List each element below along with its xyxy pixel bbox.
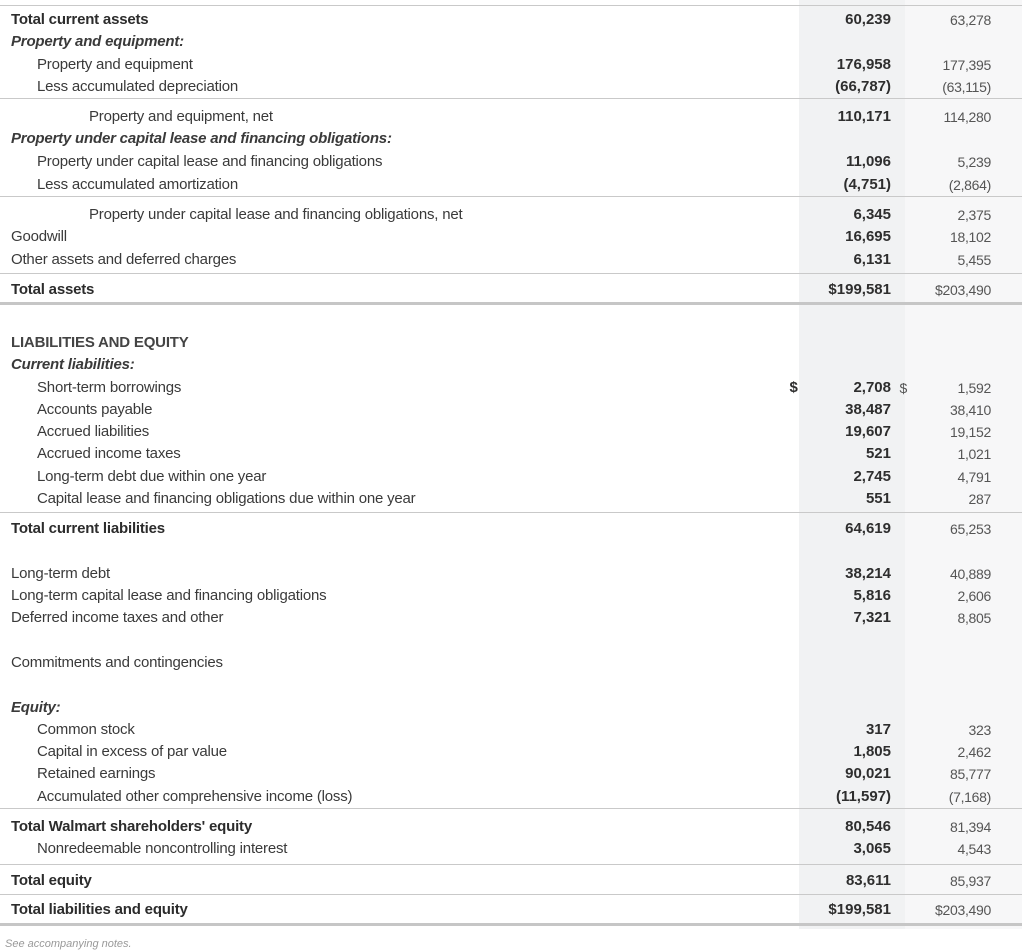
row-long-term-capital-lease xyxy=(0,585,1022,607)
prior-year-value: 18,102 xyxy=(949,229,991,245)
row-accumulated-oci xyxy=(0,786,1022,808)
prior-year-value: 2,606 xyxy=(957,588,991,604)
footnote: See accompanying notes. xyxy=(5,938,132,950)
current-year-value: 5,816 xyxy=(853,587,891,604)
prior-year-value: $203,490 xyxy=(935,902,991,918)
row-label: Accumulated other comprehensive income (loss) xyxy=(37,788,353,805)
row-noncontrolling-interest xyxy=(0,838,1022,860)
current-year-value: 6,345 xyxy=(853,206,891,223)
row-label: Total current assets xyxy=(11,11,149,28)
row-goodwill xyxy=(0,226,1022,248)
row-label: Accounts payable xyxy=(37,401,153,418)
row-capital-lease-property xyxy=(0,151,1022,173)
current-year-value xyxy=(789,377,891,399)
row-accrued-income-taxes xyxy=(0,443,1022,465)
prior-year-value: 2,462 xyxy=(957,744,991,760)
row-label: Total assets xyxy=(11,281,95,298)
prior-year-value: $203,490 xyxy=(935,282,991,298)
row-label: Capital in excess of par value xyxy=(37,743,227,760)
row-less-accumulated-depreciation xyxy=(0,76,1022,98)
row-capital-lease-due xyxy=(0,488,1022,510)
prior-year-value: 85,937 xyxy=(949,873,991,889)
row-total-shareholders-equity xyxy=(0,816,1022,838)
row-common-stock xyxy=(0,719,1022,741)
current-year-value: 16,695 xyxy=(845,228,891,245)
divider xyxy=(0,98,1022,99)
row-label: Property under capital lease and financing obligations xyxy=(37,153,383,170)
divider xyxy=(0,864,1022,865)
current-year-value: 38,214 xyxy=(845,565,891,582)
dollar-sign: $ xyxy=(789,379,798,396)
prior-year-value: 38,410 xyxy=(949,402,991,418)
divider xyxy=(0,894,1022,895)
row-label: Other assets and deferred charges xyxy=(11,251,237,268)
section-label: Property and equipment: xyxy=(11,33,184,50)
row-label: Deferred income taxes and other xyxy=(11,609,224,626)
row-short-term-borrowings xyxy=(0,377,1022,399)
row-long-term-debt-due xyxy=(0,466,1022,488)
divider xyxy=(0,808,1022,809)
row-total-current-assets xyxy=(0,9,1022,31)
row-label: Retained earnings xyxy=(37,765,156,782)
prior-year-value: 287 xyxy=(968,491,991,507)
prior-year-value: 8,805 xyxy=(957,610,991,626)
row-label: Property and equipment xyxy=(37,56,193,73)
dollar-sign: $ xyxy=(899,380,907,396)
prior-year-value: 2,375 xyxy=(957,207,991,223)
current-year-value: 1,805 xyxy=(853,743,891,760)
row-label: Long-term debt xyxy=(11,565,110,582)
prior-year-value: 85,777 xyxy=(949,766,991,782)
prior-year-value: 40,889 xyxy=(949,566,991,582)
prior-year-value: 323 xyxy=(968,722,991,738)
row-label: Common stock xyxy=(37,721,135,738)
row-deferred-income-taxes xyxy=(0,607,1022,629)
current-year-value: 110,171 xyxy=(837,108,891,125)
row-accrued-liabilities xyxy=(0,421,1022,443)
prior-year-value: (7,168) xyxy=(948,789,991,805)
current-year-value: 90,021 xyxy=(845,765,891,782)
current-year-value: $199,581 xyxy=(828,281,891,298)
prior-year-value: (63,115) xyxy=(942,79,991,95)
current-year-value: $199,581 xyxy=(828,901,891,918)
row-label: Total current liabilities xyxy=(11,520,165,537)
section-equity xyxy=(0,697,1022,719)
prior-year-value xyxy=(899,377,991,399)
divider xyxy=(0,512,1022,513)
section-current-liabilities xyxy=(0,354,1022,376)
row-less-accumulated-amortization xyxy=(0,174,1022,196)
prior-year-value: 1,021 xyxy=(957,446,991,462)
prior-year-value: 177,395 xyxy=(942,57,991,73)
prior-year-value: 63,278 xyxy=(949,12,991,28)
current-year-value: 80,546 xyxy=(845,818,891,835)
current-year-value: 60,239 xyxy=(845,11,891,28)
section-label: Property under capital lease and financing obligations: xyxy=(11,130,392,147)
row-label: Goodwill xyxy=(11,228,67,245)
current-year-value: (11,597) xyxy=(835,788,891,805)
row-capital-in-excess xyxy=(0,741,1022,763)
current-year-value: 83,611 xyxy=(845,872,891,889)
row-total-assets xyxy=(0,279,1022,301)
prior-year-value: 4,791 xyxy=(957,469,991,485)
row-retained-earnings xyxy=(0,763,1022,785)
amount: 2,708 xyxy=(853,379,891,396)
prior-year-value: 5,239 xyxy=(957,154,991,170)
divider xyxy=(0,5,1022,6)
row-total-current-liabilities xyxy=(0,518,1022,540)
section-liabilities-and-equity xyxy=(0,332,1022,354)
divider-thick xyxy=(0,923,1022,926)
current-year-value: 11,096 xyxy=(845,153,891,170)
section-capital-lease-property xyxy=(0,128,1022,150)
row-label: Short-term borrowings xyxy=(37,379,182,396)
row-label: Property under capital lease and financing obligations, net xyxy=(89,206,463,223)
current-year-value: 317 xyxy=(865,721,891,738)
prior-year-value: 4,543 xyxy=(957,841,991,857)
current-year-value: 521 xyxy=(865,445,891,462)
current-year-value: 3,065 xyxy=(853,840,891,857)
current-year-value: 64,619 xyxy=(845,520,891,537)
row-label: Less accumulated amortization xyxy=(37,176,238,193)
prior-year-value: 65,253 xyxy=(949,521,991,537)
amount: 1,592 xyxy=(957,380,991,396)
divider-thick xyxy=(0,302,1022,305)
row-label: Accrued income taxes xyxy=(37,445,181,462)
current-year-value: 19,607 xyxy=(845,423,891,440)
current-year-value: 38,487 xyxy=(845,401,891,418)
divider xyxy=(0,273,1022,274)
current-year-value: 176,958 xyxy=(836,56,891,73)
row-label: Property and equipment, net xyxy=(89,108,273,125)
row-total-liabilities-and-equity xyxy=(0,899,1022,921)
current-year-value: (66,787) xyxy=(835,78,891,95)
current-year-value: 2,745 xyxy=(853,468,891,485)
row-capital-lease-property-net xyxy=(0,204,1022,226)
prior-year-value: 5,455 xyxy=(957,252,991,268)
row-label: Capital lease and financing obligations due within one year xyxy=(37,490,416,507)
row-label: Total liabilities and equity xyxy=(11,901,188,918)
row-other-assets xyxy=(0,249,1022,271)
row-commitments xyxy=(0,652,1022,674)
row-long-term-debt xyxy=(0,563,1022,585)
row-label: Commitments and contingencies xyxy=(11,654,223,671)
row-accounts-payable xyxy=(0,399,1022,421)
section-heading: LIABILITIES AND EQUITY xyxy=(11,334,189,351)
row-total-equity xyxy=(0,870,1022,892)
row-label: Total equity xyxy=(11,872,92,889)
row-label: Long-term capital lease and financing obligations xyxy=(11,587,327,604)
divider xyxy=(0,196,1022,197)
row-property-and-equipment-net xyxy=(0,106,1022,128)
current-year-value: (4,751) xyxy=(843,176,891,193)
prior-year-value: (2,864) xyxy=(948,177,991,193)
current-year-value: 7,321 xyxy=(853,609,891,626)
row-label: Accrued liabilities xyxy=(37,423,150,440)
row-label: Nonredeemable noncontrolling interest xyxy=(37,840,288,857)
section-property-and-equipment xyxy=(0,31,1022,53)
section-label: Current liabilities: xyxy=(11,356,135,373)
prior-year-value: 19,152 xyxy=(949,424,991,440)
current-year-value: 6,131 xyxy=(853,251,891,268)
row-property-and-equipment xyxy=(0,54,1022,76)
prior-year-value: 114,280 xyxy=(943,109,991,125)
row-label: Long-term debt due within one year xyxy=(37,468,267,485)
prior-year-value: 81,394 xyxy=(949,819,991,835)
row-label: Total Walmart shareholders' equity xyxy=(11,818,252,835)
current-year-value: 551 xyxy=(865,490,891,507)
row-label: Less accumulated depreciation xyxy=(37,78,238,95)
section-label: Equity: xyxy=(11,699,61,716)
